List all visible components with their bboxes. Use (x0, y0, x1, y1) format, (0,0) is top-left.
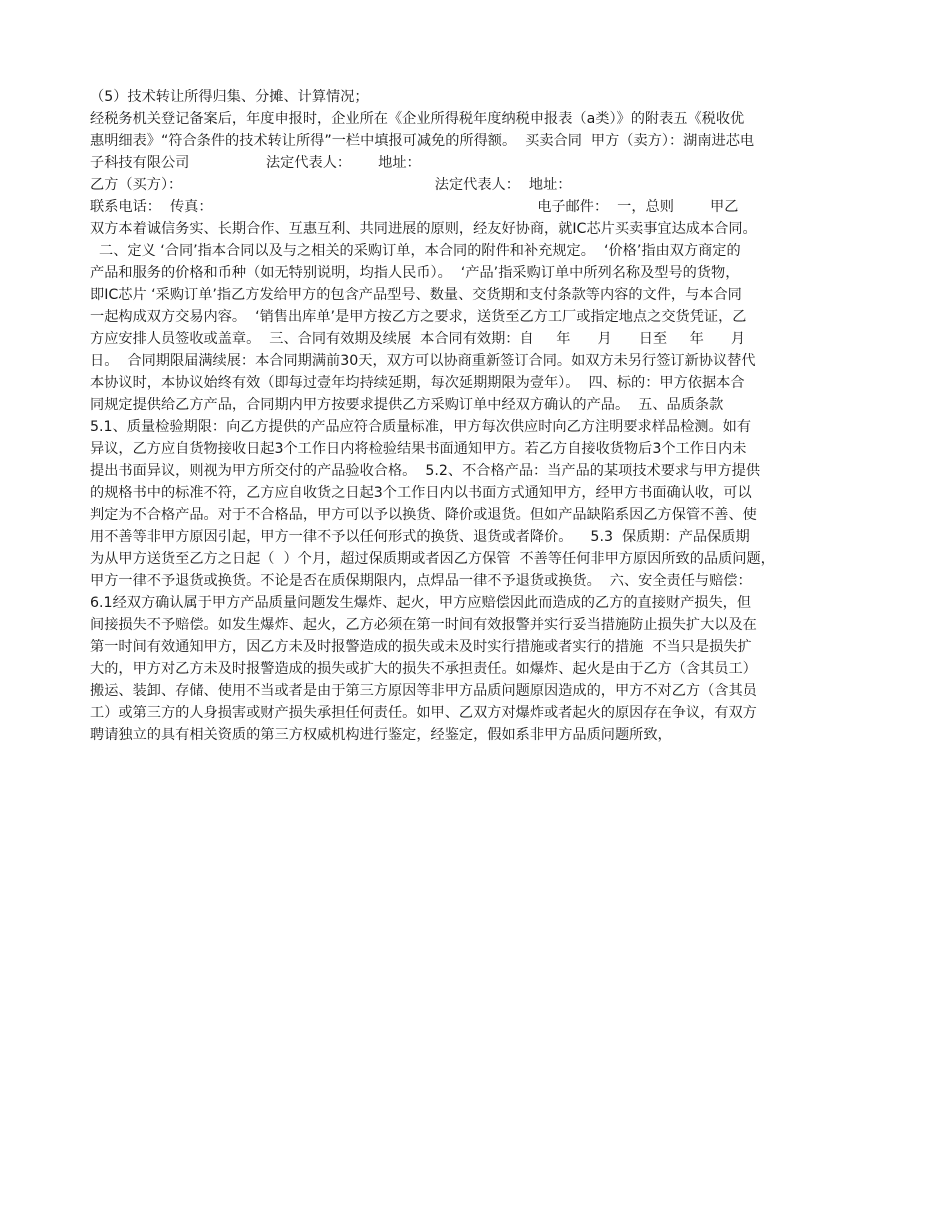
text-line: 二、定义 ‘合同’指本合同以及与之相关的采购订单，本合同的附件和补充规定。 ‘价格’指由双方商定的 (90, 243, 741, 259)
text-line: 甲方一律不予退货或换货。不论是否在质保期限内，点焊品一律不予退货或换货。 六、安全责任与赔偿： (90, 573, 752, 589)
text-line: 为从甲方送货至乙方之日起（ ）个月，超过保质期或者因乙方保管 不善等任何非甲方原因所致的品质问题， (90, 551, 775, 567)
text-line: 子科技有限公司 法定代表人： 地址： (90, 155, 421, 171)
text-line: 同规定提供给乙方产品，合同期内甲方按要求提供乙方采购订单中经双方确认的产品。 五、品质条款 (90, 397, 724, 413)
text-line: 搬运、装卸、存储、使用不当或者是由于第三方原因等非甲方品质问题原因造成的，甲方不对乙方（含其员 (90, 683, 757, 699)
text-line: 联系电话： 传真： 电子邮件： 一，总则 甲乙 (90, 199, 739, 215)
text-line: 乙方（买方）： 法定代表人： 地址： (90, 177, 572, 193)
text-line: 6.1经双方确认属于甲方产品质量问题发生爆炸、起火，甲方应赔偿因此而造成的乙方的直接财产损失，但 (90, 595, 752, 611)
text-line: 经税务机关登记备案后，年度申报时，企业所在《企业所得税年度纳税申报表（a类）》的附表五《税收优 (90, 111, 745, 127)
text-line: 判定为不合格产品。对于不合格品，甲方可以予以换货、降价或退货。但如产品缺陷系因乙方保管不善、使 (90, 507, 757, 523)
text-line: 5.1、质量检验期限：向乙方提供的产品应符合质量标准，甲方每次供应时向乙方注明要求样品检测。如有 (90, 419, 752, 435)
text-line: 用不善等非甲方原因引起，甲方一律不予以任何形式的换货、退货或者降价。 5.3 保质期：产品保质期 (90, 529, 750, 545)
text-line: 方应安排人员签收或盖章。 三、合同有效期及续展 本合同有效期：自 年 月 日至 年 月 (90, 331, 746, 347)
text-line: 产品和服务的价格和币种（如无特别说明，均指人民币）。 ‘产品’指采购订单中所列名称及型号的货物， (90, 265, 740, 281)
text-line: 双方本着诚信务实、长期合作、互惠互利、共同进展的原则，经友好协商，就IC芯片买卖事宜达成本合同。 (90, 221, 757, 237)
text-line: 间接损失不予赔偿。如发生爆炸、起火，乙方必须在第一时间有效报警并实行妥当措施防止损失扩大以及在 (90, 617, 757, 633)
text-line: 第一时间有效通知甲方，因乙方未及时报警造成的损失或未及时实行措施或者实行的措施 不当只是损失扩 (90, 639, 752, 655)
text-line: 本协议时，本协议始终有效（即每过壹年均持续延期，每次延期期限为壹年）。 四、标的：甲方依据本合 (90, 375, 745, 391)
document-body (90, 86, 870, 746)
text-line: 工）或第三方的人身损害或财产损失承担任何责任。如甲、乙双方对爆炸或者起火的原因存在争议，有双方 (90, 705, 757, 721)
text-line: 大的，甲方对乙方未及时报警造成的损失或扩大的损失不承担责任。如爆炸、起火是由于乙方（含其员工） (90, 661, 757, 677)
text-line: 异议，乙方应自货物接收日起3个工作日内将检验结果书面通知甲方。若乙方自接收货物后3个工作日内未 (90, 441, 747, 457)
text-line: （5）技术转让所得归集、分摊、计算情况； (90, 89, 369, 105)
text-line: 提出书面异议，则视为甲方所交付的产品验收合格。 5.2、不合格产品：当产品的某项技术要求与甲方提供 (90, 463, 761, 479)
text-line: 一起构成双方交易内容。 ‘销售出库单’是甲方按乙方之要求，送货至乙方工厂或指定地点之交货凭证，乙 (90, 309, 747, 325)
text-line: 惠明细表》“符合条件的技术转让所得”一栏中填报可减免的所得额。 买卖合同 甲方（卖方）：湖南进芯电 (90, 133, 755, 149)
text-line: 日。 合同期限届满续展：本合同期满前30天，双方可以协商重新签订合同。如双方未另行签订新协议替代 (90, 353, 756, 369)
text-line: 的规格书中的标准不符，乙方应自收货之日起3个工作日内以书面方式通知甲方，经甲方书面确认收，可以 (90, 485, 752, 501)
text-line: 聘请独立的具有相关资质的第三方权威机构进行鉴定，经鉴定，假如系非甲方品质问题所致， (90, 727, 672, 743)
text-line: 即IC芯片 ‘采购订单’指乙方发给甲方的包含产品型号、数量、交货期和支付条款等内容的文件，与本合同 (90, 287, 742, 303)
